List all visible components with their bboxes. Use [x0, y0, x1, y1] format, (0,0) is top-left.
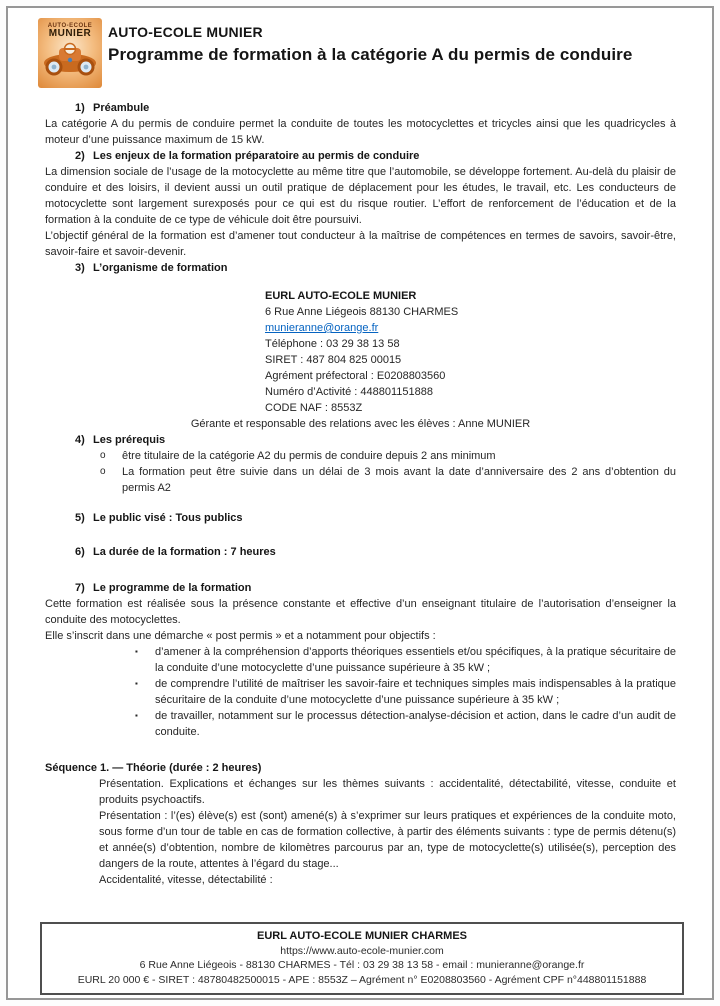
organisme-address: 6 Rue Anne Liégeois 88130 CHARMES: [265, 306, 459, 318]
organisme-name: EURL AUTO-ECOLE MUNIER: [265, 290, 417, 302]
footer-legal-line: EURL 20 000 € - SIRET : 48780482500015 - APE : 8553Z – Agrément n° E0208803560 - Agrément CPF n°448801151888: [77, 973, 647, 986]
preambule-paragraph: La catégorie A du permis de conduire permet la conduite de toutes les motocyclettes et tricycles ainsi que les quadricycles à moteur d’une puissance maximum de 15 kW.: [45, 118, 676, 146]
footer-website: https://www.auto-ecole-munier.com: [280, 944, 444, 957]
section-4-number: 4): [75, 434, 85, 446]
section-6-heading: 6) La durée de la formation : 7 heures: [75, 546, 276, 558]
section-1-heading: 1) Préambule: [75, 102, 150, 114]
org-name-title: AUTO-ECOLE MUNIER: [108, 24, 263, 40]
sequence-1-paragraph-3: Accidentalité, vitesse, détectabilité :: [99, 874, 273, 886]
logo-text-line2: MUNIER: [48, 28, 92, 39]
organisme-naf: CODE NAF : 8553Z: [265, 402, 363, 414]
car-icon: [41, 40, 99, 76]
section-1-number: 1): [75, 102, 85, 114]
organisme-info-block: [265, 288, 676, 416]
section-2-number: 2): [75, 150, 85, 162]
organisme-manager: Gérante et responsable des relations avec les élèves : Anne MUNIER: [190, 418, 531, 430]
organisme-activite: Numéro d’Activité : 448801151888: [265, 386, 433, 398]
section-2-heading: 2) Les enjeux de la formation préparatoire au permis de conduire: [75, 150, 420, 162]
section-3-number: 3): [75, 262, 85, 274]
school-logo: [38, 18, 102, 88]
list-item: ▪ de travailler, notamment sur le processus détection-analyse-décision et action, dans le cadre d’un audit de conduite.: [135, 710, 676, 738]
circle-bullet-icon: o: [100, 466, 106, 477]
programme-paragraph-1: Cette formation est réalisée sous la présence constante et effective d’un enseignant titulaire de l’autorisation d’enseigner la conduite des motocyclettes.: [45, 598, 676, 626]
section-3-heading: 3) L’organisme de formation: [75, 262, 228, 274]
square-bullet-icon: ▪: [135, 647, 138, 656]
organisme-siret: SIRET : 487 804 825 00015: [265, 354, 402, 366]
header-titles: [108, 24, 632, 65]
footer-company-name: EURL AUTO-ECOLE MUNIER CHARMES: [256, 930, 468, 942]
sequence-1-paragraph-1: Présentation. Explications et échanges sur les thèmes suivants : accidentalité, détectabilité, vitesse, conduite et produits psychoactifs.: [99, 778, 676, 806]
list-item: ▪ de comprendre l’utilité de maîtriser les savoir-faire et techniques simples mais indispensables à la pratique sécuritaire de la conduite d’une motocyclette d’une puissance supérieure à 35 kW ;: [135, 678, 676, 706]
sequence-1-paragraph-2: Présentation : l’(es) élève(s) est (sont) amené(s) à s’exprimer sur leurs pratiques et expériences de la conduite moto, sous forme d’un tour de table en cas de formation collective, à partir des éléments suivants : type de permis détenu(s) et année(s) d’obtention, nombre de kilomètres parcourus par an, type de motocyclette(s) utilisée(s), perception des dangers de la route, attentes à l’égard du stage...: [99, 810, 676, 870]
circle-bullet-icon: o: [100, 450, 106, 461]
section-5-number: 5): [75, 512, 85, 524]
section-4-heading: 4) Les prérequis: [75, 434, 166, 446]
square-bullet-icon: ▪: [135, 679, 138, 688]
footer-box: [40, 922, 684, 995]
list-item: o être titulaire de la catégorie A2 du permis de conduire depuis 2 ans minimum: [100, 450, 496, 462]
section-7-heading: 7) Le programme de la formation: [75, 582, 252, 594]
footer-contact-line: 6 Rue Anne Liégeois - 88130 CHARMES - Tél : 03 29 38 13 58 - email : munieranne@orange.fr: [139, 959, 585, 971]
section-7-number: 7): [75, 582, 85, 594]
objectifs-list: [45, 644, 676, 740]
logo-text-line1: AUTO-ECOLE: [47, 23, 93, 29]
square-bullet-icon: ▪: [135, 711, 138, 720]
prerequis-list: [45, 448, 676, 496]
organisme-phone: Téléphone : 03 29 38 13 58: [265, 338, 400, 350]
section-6-number: 6): [75, 546, 85, 558]
list-item: o La formation peut être suivie dans un délai de 3 mois avant la date d’anniversaire des 2 ans d’obtention du permis A2: [100, 466, 676, 494]
document-body: [45, 100, 676, 888]
sequence-1-heading: Séquence 1. — Théorie (durée : 2 heures): [45, 762, 262, 774]
enjeux-paragraph-1: La dimension sociale de l’usage de la motocyclette au même titre que l’automobile, se développe fortement. Au-delà du plaisir de conduire et des loisirs, il devient aussi un outil pratique de déplacement pour les études, le travail, etc. Les conducteurs de motocyclette sont largement surexposés pour ce qui est du risque routier. L’effort de renforcement de l’éducation et de la formation à la conduite de ce type de véhicule doit être poursuivi.: [45, 166, 676, 226]
organisme-agrement: Agrément préfectoral : E0208803560: [265, 370, 446, 382]
organisme-email-link[interactable]: munieranne@orange.fr: [265, 322, 379, 334]
list-item: ▪ d’amener à la compréhension d’apports théoriques essentiels et/ou spécifiques, à la pratique sécuritaire de la conduite d’une motocyclette d’une puissance supérieure à 35 kW ;: [135, 646, 676, 674]
enjeux-paragraph-2: L’objectif général de la formation est d’amener tout conducteur à la maîtrise de compétences en termes de savoirs, savoir-être, savoir-faire et savoir-devenir.: [45, 230, 676, 258]
section-5-heading: 5) Le public visé : Tous publics: [75, 512, 243, 524]
doc-title: Programme de formation à la catégorie A du permis de conduire: [108, 45, 633, 64]
programme-paragraph-2: Elle s’inscrit dans une démarche « post permis » et a notamment pour objectifs :: [45, 630, 436, 642]
